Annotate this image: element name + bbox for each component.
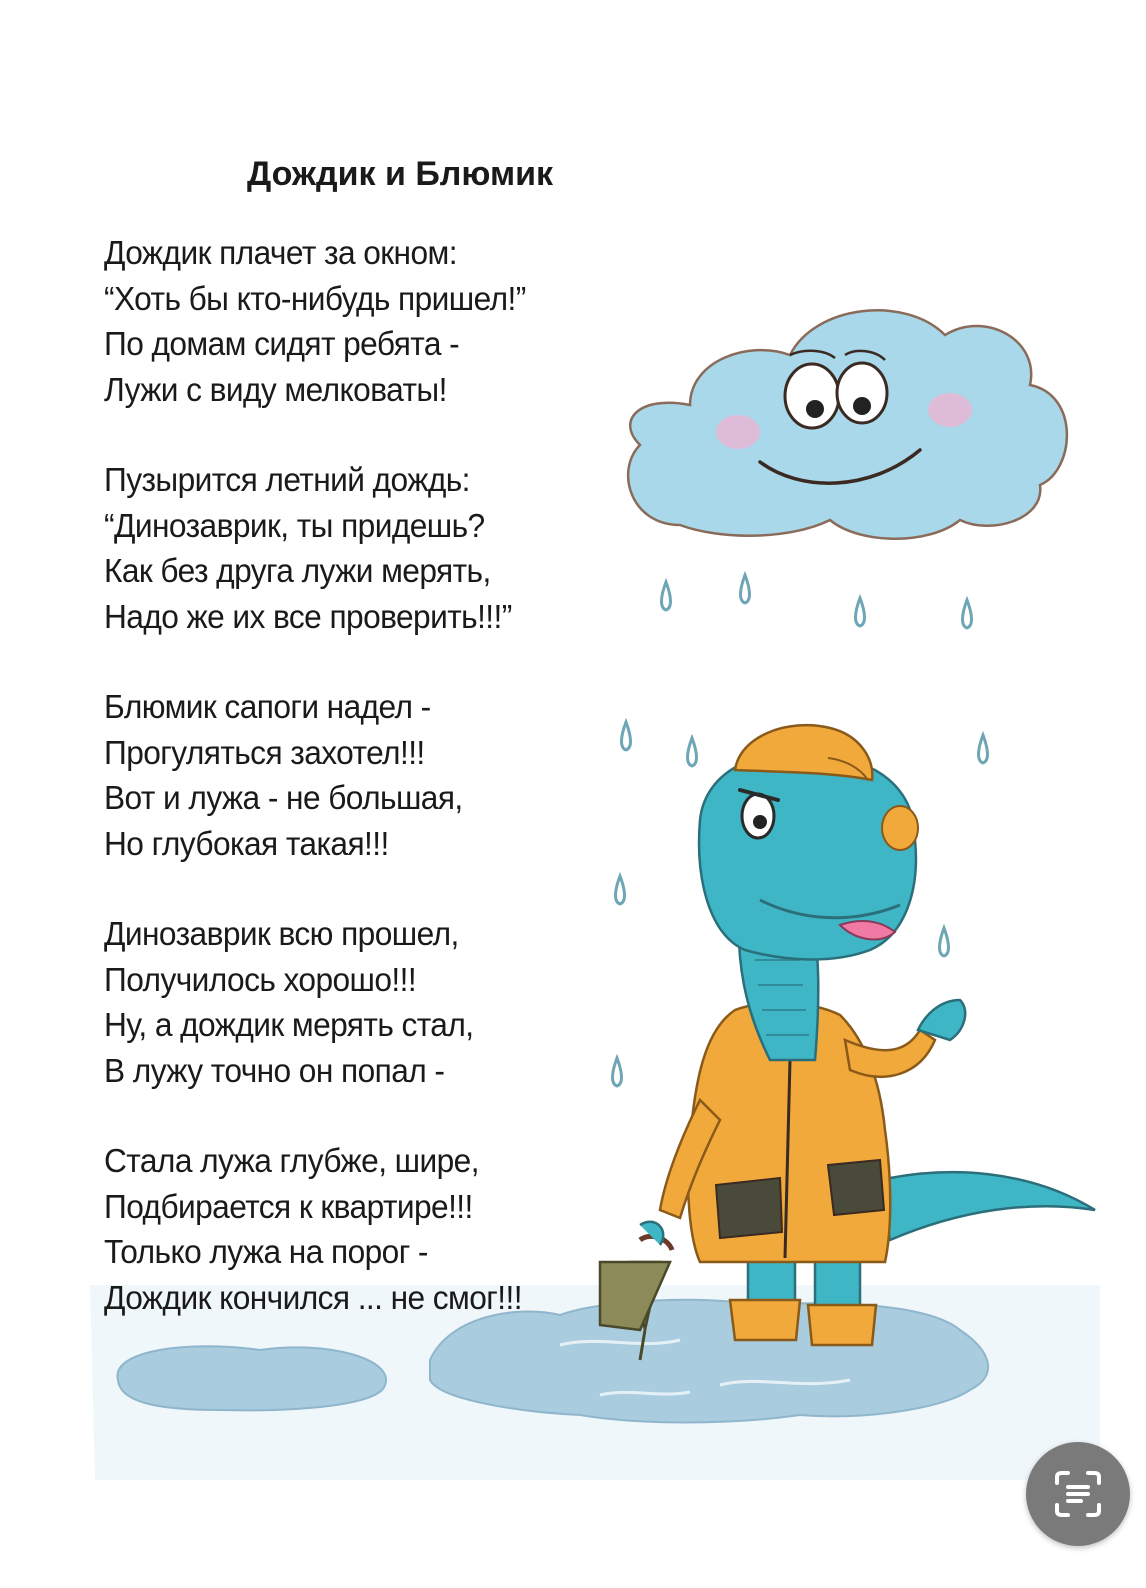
raindrop-icon <box>741 575 750 603</box>
stanza <box>104 230 642 412</box>
poem-title: Дождик и Блюмик <box>246 155 554 193</box>
stanza <box>104 1138 642 1320</box>
poem-line: Динозаврик всю прошел, <box>104 915 459 952</box>
poem-line: Но глубокая такая!!! <box>104 824 389 862</box>
poem-line: Как без друга лужи мерять, <box>104 552 491 589</box>
poem-body <box>104 230 642 1365</box>
raindrop-icon <box>856 598 865 626</box>
poem-line: Дождик кончился ... не смог!!! <box>104 1278 522 1316</box>
poem-line: Подбирается к квартире!!! <box>104 1187 473 1225</box>
text-scan-icon <box>1053 1469 1103 1519</box>
stanza <box>104 911 642 1093</box>
poem-line: Вот и лужа - не большая, <box>104 779 463 816</box>
raindrop-icon <box>979 735 988 763</box>
poem-line: Прогуляться захотел!!! <box>104 733 425 771</box>
raindrop-icon <box>688 738 697 766</box>
poem-line: Только лужа на порог - <box>104 1233 428 1270</box>
poem-line: В лужу точно он попал - <box>104 1051 445 1089</box>
raindrop-icon <box>940 928 949 956</box>
poem-line: Ну, а дождик мерять стал, <box>104 1006 474 1043</box>
poem-line: Пузырится летний дождь: <box>104 461 470 498</box>
poem-line: Блюмик сапоги надел - <box>104 688 431 725</box>
poem-line: Надо же их все проверить!!!” <box>104 597 512 635</box>
poem-line: “Динозаврик, ты придешь? <box>104 506 485 544</box>
poem-line: Стала лужа глубже, шире, <box>104 1142 479 1179</box>
poem-line: “Хоть бы кто-нибудь пришел!” <box>104 279 526 317</box>
poem-line: Дождик плачет за окном: <box>104 234 457 271</box>
text-scan-button[interactable] <box>1026 1442 1130 1546</box>
poem-line: Получилось хорошо!!! <box>104 960 417 998</box>
stanza <box>104 457 642 639</box>
dinosaur-character <box>660 725 1095 1345</box>
poem-line: Лужи с виду мелковаты! <box>104 370 447 408</box>
stanza <box>104 684 642 866</box>
raindrop-icon <box>963 600 972 628</box>
raindrop-icon <box>662 582 671 610</box>
poem-line: По домам сидят ребята - <box>104 325 460 362</box>
cloud-character <box>628 310 1067 538</box>
